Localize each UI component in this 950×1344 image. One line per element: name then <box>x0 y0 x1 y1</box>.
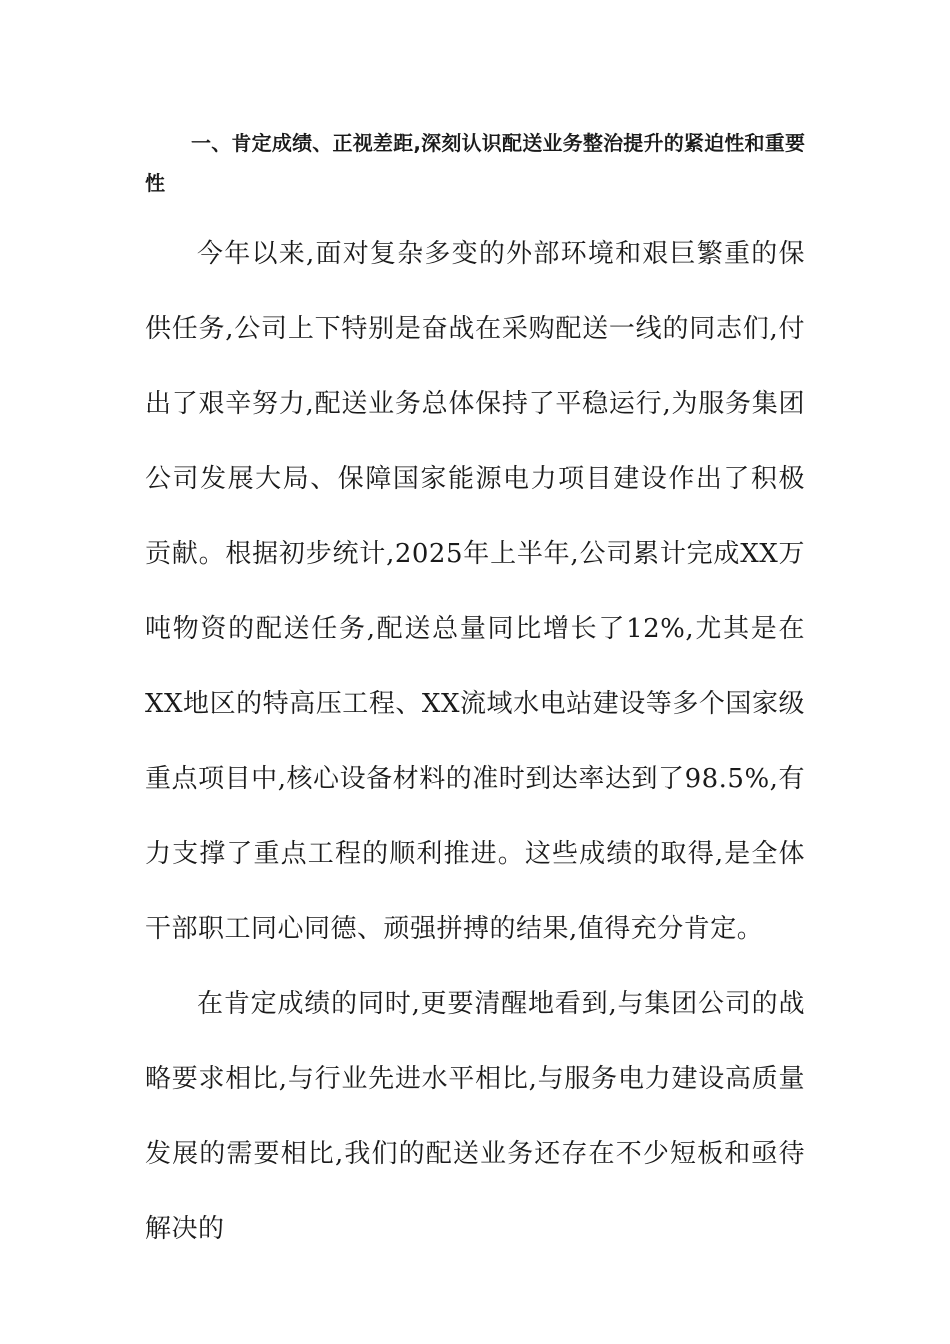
body-paragraph: 今年以来,面对复杂多变的外部环境和艰巨繁重的保供任务,公司上下特别是奋战在采购配送一线的同志们,付出了艰辛努力,配送业务总体保持了平稳运行,为服务集团公司发展大局、保障国家能源电力项目建设作出了积极贡献。根据初步统计,2025年上半年,公司累计完成XX万吨物资的配送任务,配送总量同比增长了12%,尤其是在XX地区的特高压工程、XX流域水电站建设等多个国家级重点项目中,核心设备材料的准时到达率达到了98.5%,有力支撑了重点工程的顺利推进。这些成绩的取得,是全体干部职工同心同德、顽强拼搏的结果,值得充分肯定。 <box>145 239 805 944</box>
body-paragraph: 在肯定成绩的同时,更要清醒地看到,与集团公司的战略要求相比,与行业先进水平相比,与服务电力建设高质量发展的需要相比,我们的配送业务还存在不少短板和亟待解决的 <box>145 989 805 1244</box>
section-heading: 一、肯定成绩、正视差距,深刻认识配送业务整治提升的紧迫性和重要性 <box>145 131 805 195</box>
